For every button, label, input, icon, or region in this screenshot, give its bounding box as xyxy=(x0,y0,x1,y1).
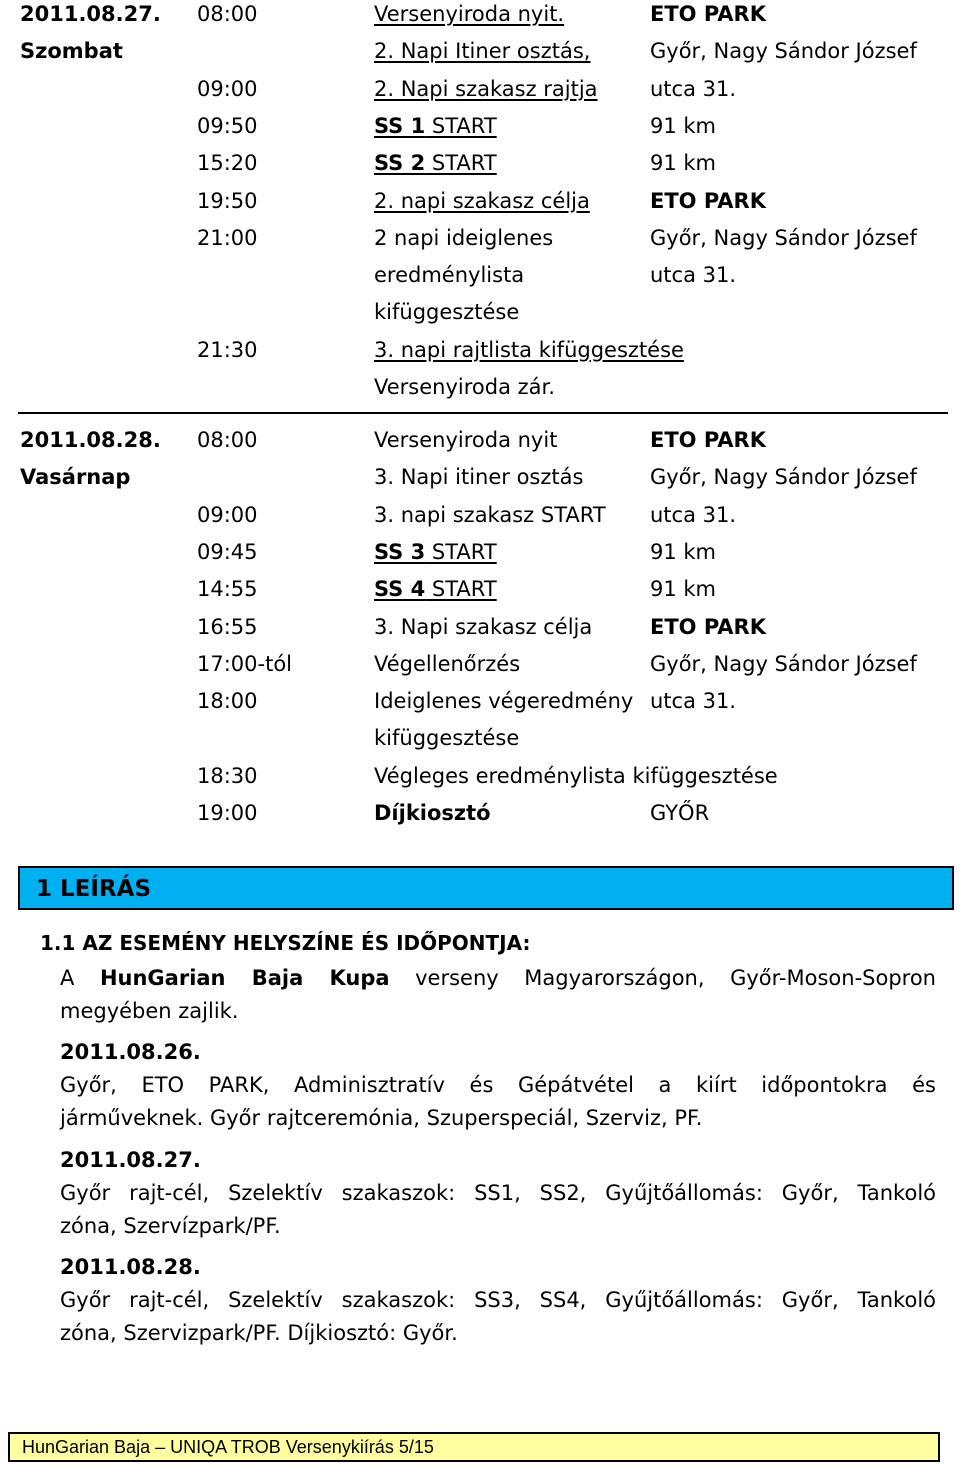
day1-date: 2011.08.27. xyxy=(20,2,161,26)
p1-line1: Győr, ETO PARK, Adminisztratív és Gépátvétel a kiírt időpontokra és xyxy=(60,1073,936,1097)
schedule-place: GYŐR xyxy=(650,801,710,825)
subheading-text: AZ ESEMÉNY HELYSZÍNE ÉS IDŐPONTJA: xyxy=(82,931,531,955)
schedule-event: 3. Napi itiner osztás xyxy=(374,465,584,490)
schedule-event xyxy=(374,534,497,571)
schedule-place: ETO PARK xyxy=(650,188,766,213)
section-heading: 1 LEÍRÁS xyxy=(36,876,152,902)
schedule-time: 18:00 xyxy=(197,689,258,714)
special-stage-label: SS 1 xyxy=(374,113,426,138)
special-stage-label: SS 2 xyxy=(374,151,426,176)
intro-article: A xyxy=(60,966,75,990)
schedule-place: 91 km xyxy=(650,151,717,176)
schedule-time: 16:55 xyxy=(197,614,258,639)
date-heading-1: 2011.08.26. xyxy=(60,1040,201,1064)
section-heading-banner xyxy=(18,866,954,910)
schedule-place: ETO PARK xyxy=(650,428,766,452)
special-stage-label: SS 3 xyxy=(374,539,426,564)
schedule-event: 2. Napi Itiner osztás, xyxy=(374,39,591,64)
schedule-place: 91 km xyxy=(650,539,717,564)
schedule-time: 14:55 xyxy=(197,577,258,602)
p2-line2: zóna, Szervízpark/PF. xyxy=(60,1214,281,1238)
intro-paragraph-line1 xyxy=(60,962,936,995)
schedule-event xyxy=(374,108,497,145)
schedule-event: Versenyiroda nyit. xyxy=(374,2,565,26)
schedule-place: Győr, Nagy Sándor József xyxy=(650,651,917,676)
p3-line2: zóna, Szervizpark/PF. Díjkiosztó: Győr. xyxy=(60,1321,458,1345)
schedule-event-text: START xyxy=(425,151,497,176)
schedule-time: 19:50 xyxy=(197,188,258,213)
p1-line2: járműveknek. Győr rajtceremónia, Szuperspeciál, Szerviz, PF. xyxy=(60,1106,703,1130)
schedule-place: utca 31. xyxy=(650,689,737,714)
special-stage-label: SS 4 xyxy=(374,577,426,602)
schedule-event: Díjkiosztó xyxy=(374,801,491,825)
schedule-time: 08:00 xyxy=(197,428,258,452)
day1-weekday: Szombat xyxy=(20,39,123,63)
schedule-event: Ideiglenes végeredmény xyxy=(374,689,634,714)
schedule-event: Végleges eredménylista kifüggesztése xyxy=(374,763,778,788)
schedule-event: 3. napi rajtlista kifüggesztése xyxy=(374,337,684,362)
intro-paragraph-line2: megyében zajlik. xyxy=(60,999,239,1023)
event-name: HunGarian Baja Kupa xyxy=(99,966,390,990)
schedule-place: Győr, Nagy Sándor József xyxy=(650,39,917,64)
intro-rest: verseny Magyarországon, Győr-Moson-Sopron xyxy=(415,966,936,990)
schedule-event-text: START xyxy=(425,113,497,138)
schedule-time: 21:30 xyxy=(197,337,258,362)
schedule-place: 91 km xyxy=(650,113,717,138)
schedule-event: 3. napi szakasz START xyxy=(374,502,606,527)
schedule-event: 2 napi ideiglenes xyxy=(374,225,554,250)
schedule-time: 08:00 xyxy=(197,2,258,26)
schedule-time: 19:00 xyxy=(197,801,258,825)
schedule-place: Győr, Nagy Sándor József xyxy=(650,465,917,490)
schedule-event: 2. Napi szakasz rajtja xyxy=(374,76,598,101)
schedule-event: Versenyiroda nyit xyxy=(374,428,558,452)
page-footer xyxy=(8,1432,940,1462)
schedule-event xyxy=(374,571,497,608)
schedule-event: Versenyiroda zár. xyxy=(374,375,555,399)
schedule-place: utca 31. xyxy=(650,76,737,101)
schedule-place: Győr, Nagy Sándor József xyxy=(650,225,917,250)
p2-line1: Győr rajt-cél, Szelektív szakaszok: SS1, SS2, Gyűjtőállomás: Győr, Tankoló xyxy=(60,1181,936,1205)
schedule-place: utca 31. xyxy=(650,263,737,288)
schedule-event xyxy=(374,145,497,182)
schedule-time: 09:00 xyxy=(197,76,258,101)
day2-date: 2011.08.28. xyxy=(20,428,161,452)
subheading xyxy=(40,931,530,955)
footer-text: HunGarian Baja – UNIQA TROB Versenykiírás 5/15 xyxy=(22,1437,434,1457)
schedule-place: ETO PARK xyxy=(650,614,766,639)
schedule-time: 09:50 xyxy=(197,113,258,138)
schedule-event-text: START xyxy=(425,539,497,564)
schedule-event: eredménylista xyxy=(374,263,525,288)
schedule-time: 15:20 xyxy=(197,151,258,176)
schedule-time: 09:00 xyxy=(197,502,258,527)
date-heading-2: 2011.08.27. xyxy=(60,1148,201,1172)
schedule-event: Végellenőrzés xyxy=(374,651,521,676)
schedule-time: 09:45 xyxy=(197,539,258,564)
p3-line1: Győr rajt-cél, Szelektív szakaszok: SS3, SS4, Gyűjtőállomás: Győr, Tankoló xyxy=(60,1288,936,1312)
day2-weekday: Vasárnap xyxy=(20,465,131,489)
day-divider xyxy=(18,412,948,414)
schedule-time: 17:00-tól xyxy=(197,651,293,676)
subheading-number: 1.1 xyxy=(40,931,76,955)
schedule-event: 3. Napi szakasz célja xyxy=(374,614,593,639)
schedule-event: kifüggesztése xyxy=(374,726,520,751)
schedule-time: 18:30 xyxy=(197,763,258,788)
schedule-event-text: START xyxy=(425,577,497,602)
schedule-place: 91 km xyxy=(650,577,717,602)
date-heading-3: 2011.08.28. xyxy=(60,1255,201,1279)
schedule-event: 2. napi szakasz célja xyxy=(374,188,590,213)
schedule-place: utca 31. xyxy=(650,502,737,527)
schedule-time: 21:00 xyxy=(197,225,258,250)
schedule-place: ETO PARK xyxy=(650,2,766,26)
schedule-event: kifüggesztése xyxy=(374,300,520,325)
